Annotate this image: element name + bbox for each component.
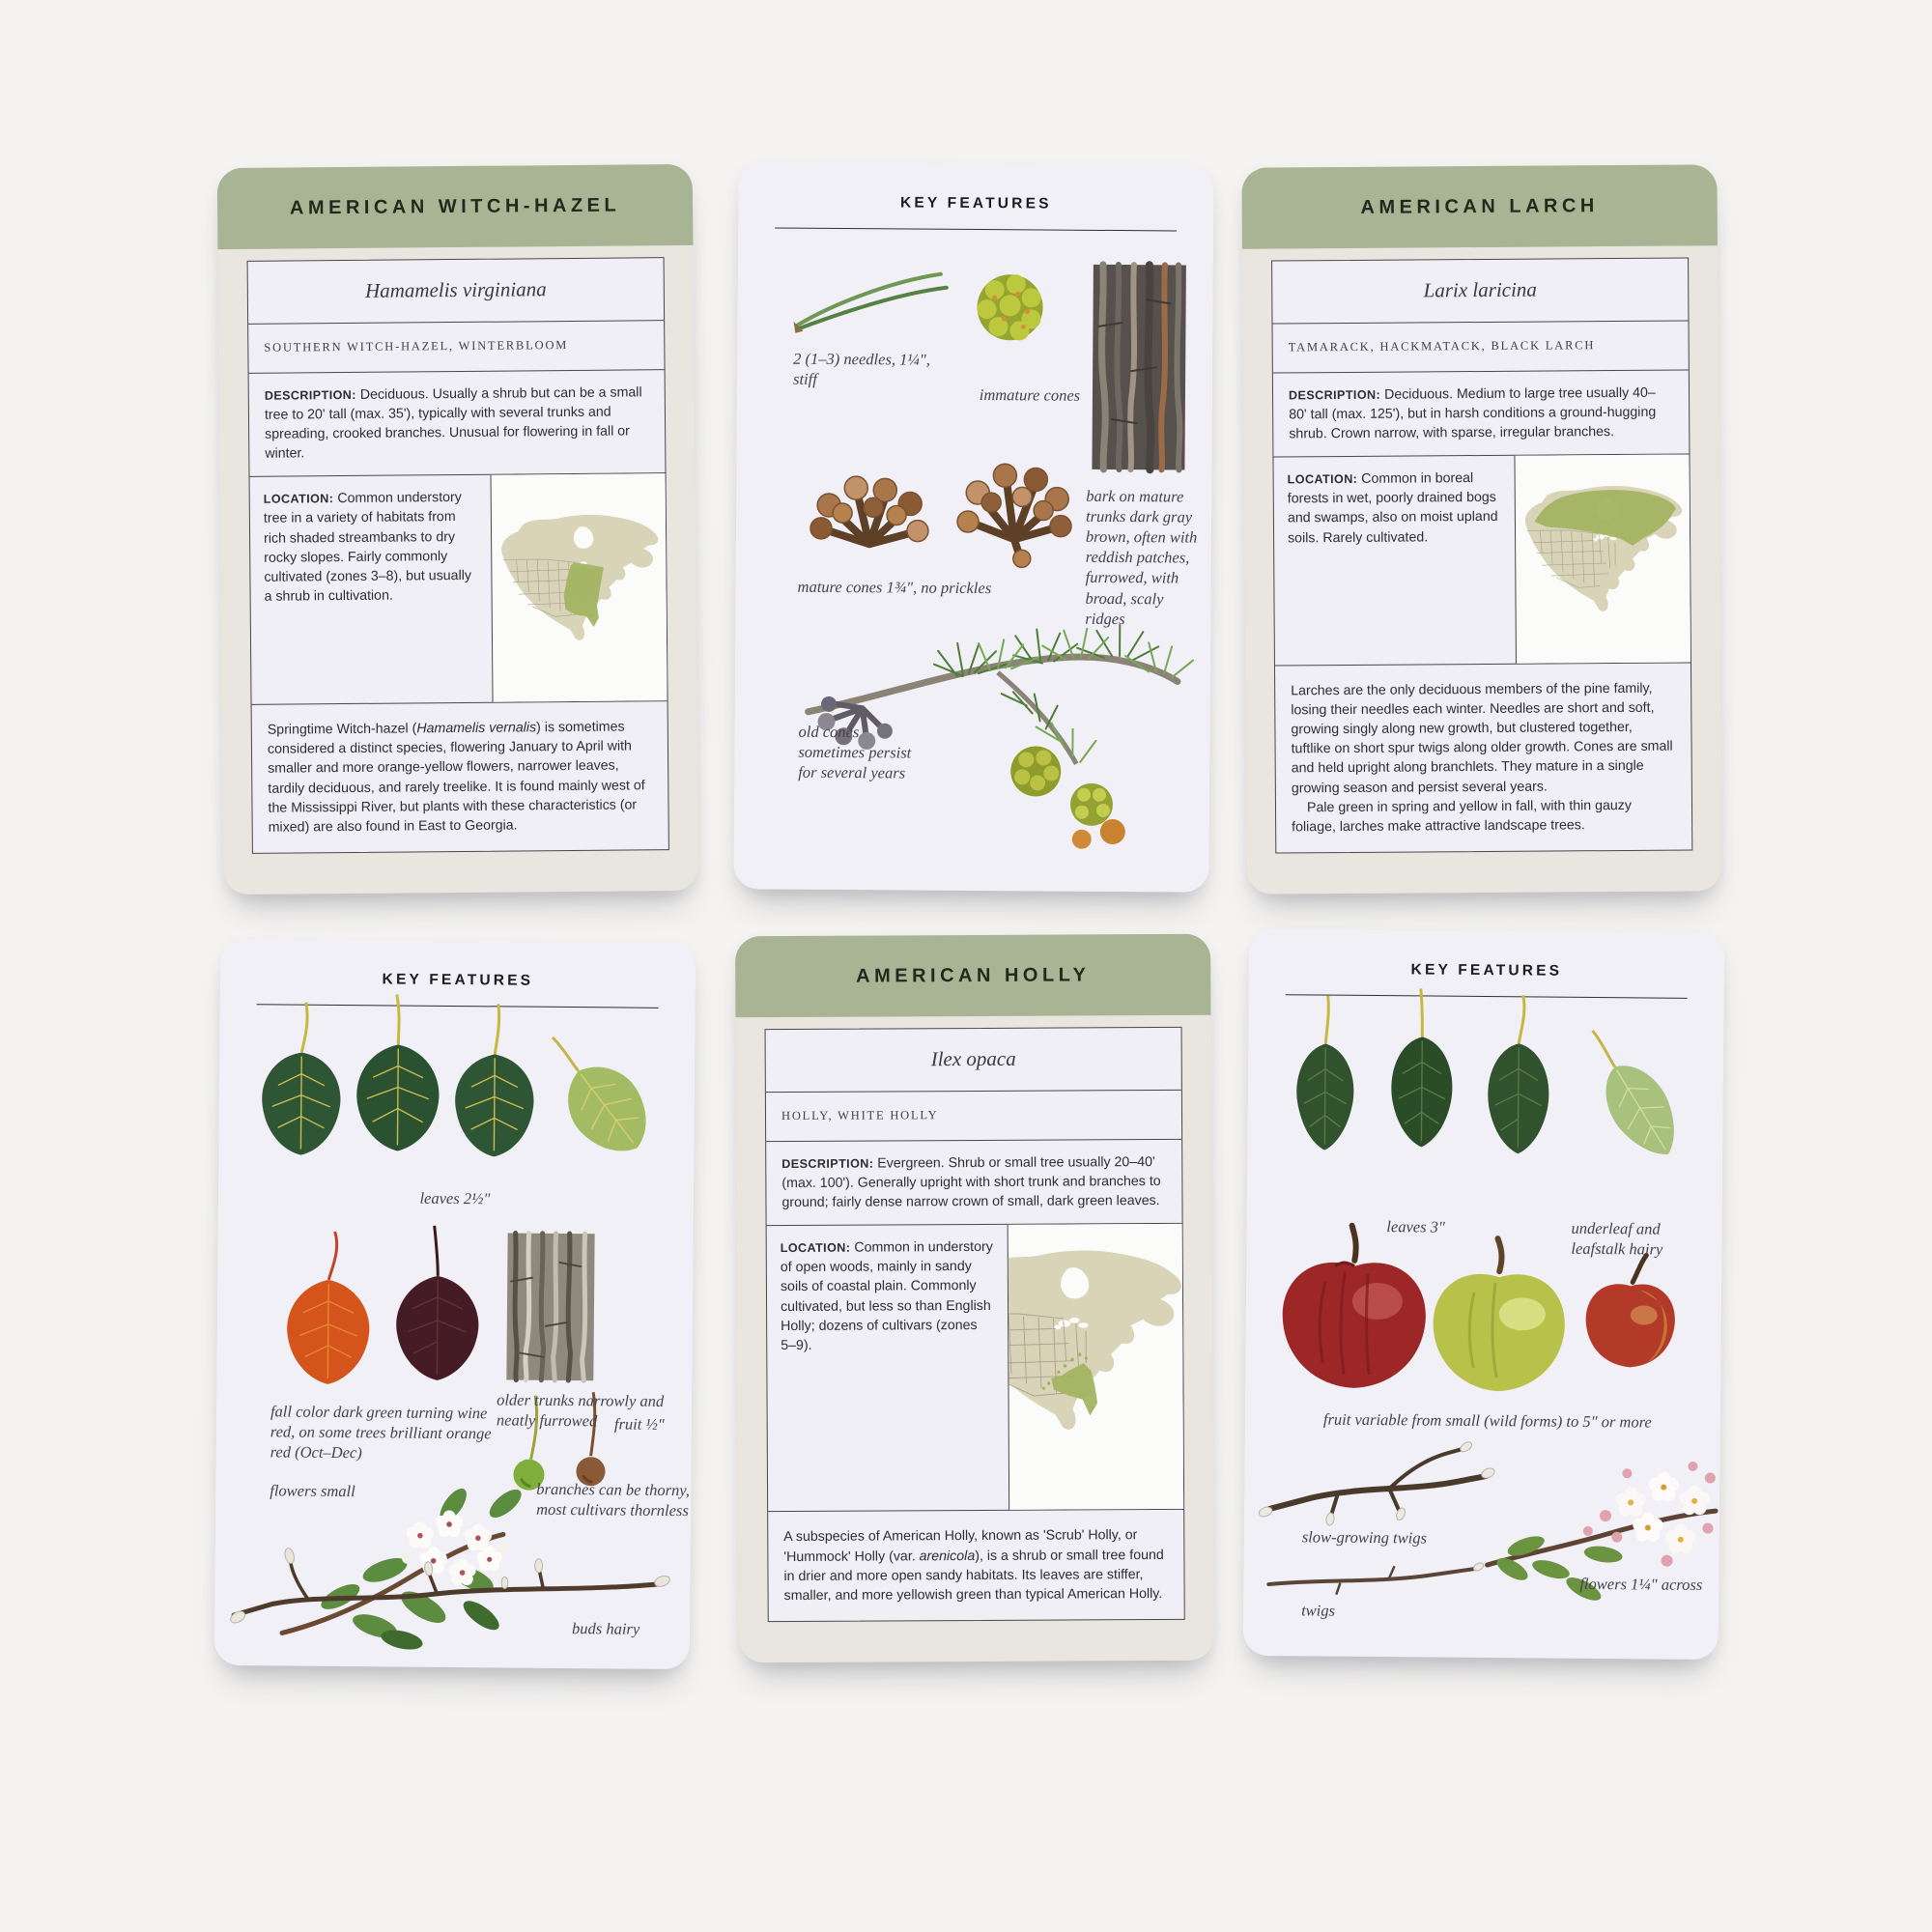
caption-bark: bark on mature trunks dark gray brown, often with reddish patches, furrowed, with broad, scaly ridges (1085, 486, 1198, 628)
location-text: LOCATION: Common in understory of open woods, mainly in sandy soils of coastal plain. Commonly cultivated, but less so than English Holly; dozens of cultivars (zones 5–9). (780, 1238, 993, 1353)
card-title: AMERICAN HOLLY (856, 963, 1091, 987)
key-features-title: KEY FEATURES (382, 971, 534, 989)
caption-flowers-small: flowers small (270, 1481, 355, 1501)
witch-hazel-flowers-illustration (282, 1483, 526, 1654)
card-title-band (735, 934, 1210, 1018)
caption-fruit-variable: fruit variable from small (wild forms) to 5" or more (1322, 1409, 1652, 1432)
key-features-title: KEY FEATURES (899, 194, 1052, 213)
description-text: Deciduous. Usually a shrub but can be a small tree to 20' tall (max. 35'), typically with several trunks and spreading, crooked branches. Unusual for flowering in fall or winter. (264, 384, 642, 462)
immature-cone-illustration (977, 274, 1042, 340)
description-label: DESCRIPTION: (264, 387, 356, 403)
card-content-panel (247, 257, 669, 854)
description-section (1273, 369, 1690, 456)
range-map-witch-hazel (490, 473, 667, 701)
card-american-holly (735, 934, 1214, 1663)
pine-needles-illustration (793, 273, 946, 334)
small-apple (1585, 1255, 1675, 1368)
card-content-panel (765, 1027, 1185, 1622)
note-section: Larches are the only deciduous members of the pine family, losing their needles each winter. Needles are short and soft, growing singly along new growth, but clustered together, tuftlike on short spur twigs along older growth. Cones are small and held upright along branchlets. They mature in a single growing season and persist several years. Pale green in spring and yellow in fall, with thin gauzy foliage, larches make attractive landscape trees. (1275, 662, 1691, 852)
scientific-name: Hamamelis virginiana (364, 277, 547, 302)
card-title-band (217, 164, 694, 249)
range-map-larch (1514, 455, 1690, 664)
card-apple-key-features (1243, 929, 1725, 1660)
caption-branches: branches can be thorny, most cultivars thornless (536, 1479, 690, 1520)
caption-twigs: twigs (1301, 1601, 1336, 1620)
caption-fall-color: fall color dark green turning wine red, on some trees brilliant orange red (Oct–Dec) (270, 1402, 492, 1463)
card-title: AMERICAN WITCH-HAZEL (289, 194, 621, 219)
underleaf-illustration (525, 1016, 666, 1170)
caption-mature-cones: mature cones 1¾", no prickles (797, 577, 992, 598)
witch-hazel-illustrations (214, 939, 696, 1669)
location-text: LOCATION: Common understory tree in a variety of habitats from rich shaded streambanks to dry rocky slopes. Fairly commonly cultivated (zones 3–8), but usually a shrub in cultivation. (263, 490, 472, 605)
card-pine-key-features (733, 162, 1213, 892)
green-leaves-illustration (262, 993, 667, 1170)
card-content-panel (1271, 257, 1692, 853)
apple-leaves-illustration (1296, 987, 1694, 1169)
fall-leaves-illustration (287, 1224, 480, 1385)
location-section (767, 1223, 1184, 1512)
apple-illustrations (1243, 929, 1725, 1660)
caption-leaves: leaves 3" (1386, 1217, 1445, 1236)
location-section (250, 472, 668, 704)
description-text: Deciduous. Medium to large tree usually 40–80' tall (max. 125'), but in harsh conditions a ground-hugging shrub. Crown narrow, with sparse, irregular branches. (1289, 384, 1657, 442)
card-title-band (1241, 164, 1718, 248)
description-label: DESCRIPTION: (1288, 387, 1381, 402)
green-apple (1433, 1238, 1566, 1392)
caption-old-cones: old cones sometimes persist for several years (798, 722, 912, 782)
description-section (249, 369, 666, 476)
key-features-title: KEY FEATURES (1410, 961, 1563, 980)
underleaf-illustration (1568, 1016, 1692, 1170)
card-american-larch (1241, 164, 1721, 894)
slow-growing-twig-illustration (1258, 1438, 1496, 1527)
mature-cone-illustration (810, 476, 928, 545)
caption-immature-cones: immature cones (979, 385, 1081, 405)
card-witch-hazel-key-features (214, 939, 696, 1669)
description-section (766, 1138, 1181, 1225)
location-text: LOCATION: Common in boreal forests in wet, poorly drained bogs and swamps, also on moist upland soils. Rarely cultivated. (1287, 470, 1498, 546)
mature-cone-illustration-2 (957, 464, 1072, 568)
common-names: SOUTHERN WITCH-HAZEL, WINTERBLOOM (248, 320, 664, 373)
range-map-holly (1007, 1224, 1183, 1510)
pine-bark-illustration (1092, 265, 1185, 470)
caption-buds-hairy: buds hairy (571, 1619, 640, 1638)
description-text: Evergreen. Shrub or small tree usually 20–40' (max. 100'). Generally upright with short trunk and branches to ground; fairly dense narrow crown of small, dark green leaves. (781, 1153, 1161, 1210)
caption-flowers-across: flowers 1¼" across (1579, 1574, 1703, 1594)
caption-needles: 2 (1–3) needles, 1¼", stiff (793, 349, 930, 388)
caption-older-trunks: older trunks narrowly and neatly furrowed (496, 1390, 665, 1431)
location-label: LOCATION: (780, 1240, 851, 1256)
caption-slow-twigs: slow-growing twigs (1301, 1527, 1428, 1548)
scientific-name: Ilex opaca (930, 1046, 1016, 1071)
note-section: A subspecies of American Holly, known as 'Scrub' Holly, or 'Hummock' Holly (var. arenicola), is a shrub or small tree found in drier and more open sandy habitats. Its leaves are stiffer, smaller, and more yellowish green than typical American Holly. (768, 1509, 1184, 1621)
location-label: LOCATION: (263, 492, 334, 506)
twig-illustration (1268, 1559, 1485, 1596)
twig-buds-illustration (229, 1547, 671, 1629)
caption-leaves: leaves 2½" (419, 1188, 491, 1208)
common-names: TAMARACK, HACKMATACK, BLACK LARCH (1273, 320, 1689, 372)
red-apple (1282, 1225, 1427, 1388)
common-names: HOLLY, WHITE HOLLY (766, 1090, 1181, 1141)
caption-underleaf: underleaf and leafstalk hairy (1571, 1218, 1663, 1259)
description-label: DESCRIPTION: (781, 1156, 874, 1171)
location-section (1273, 454, 1690, 666)
green-cone-illustration (1010, 746, 1126, 849)
witch-hazel-bark-illustration (506, 1233, 594, 1380)
note-section: Springtime Witch-hazel (Hamamelis vernalis) is sometimes considered a distinct species, flowering January to April with smaller and more orange-yellow flowers, narrower leaves, tardily deciduous, and rarely treelike. It is found mainly west of the Mississippi River, but plants with these characteristics (or mixed) are also found in East to Georgia. (252, 700, 668, 853)
location-label: LOCATION: (1287, 471, 1358, 487)
caption-fruit: fruit ½" (613, 1414, 665, 1434)
card-title: AMERICAN LARCH (1360, 194, 1599, 218)
scientific-name: Larix laricina (1423, 277, 1537, 302)
card-american-witch-hazel (217, 164, 699, 895)
